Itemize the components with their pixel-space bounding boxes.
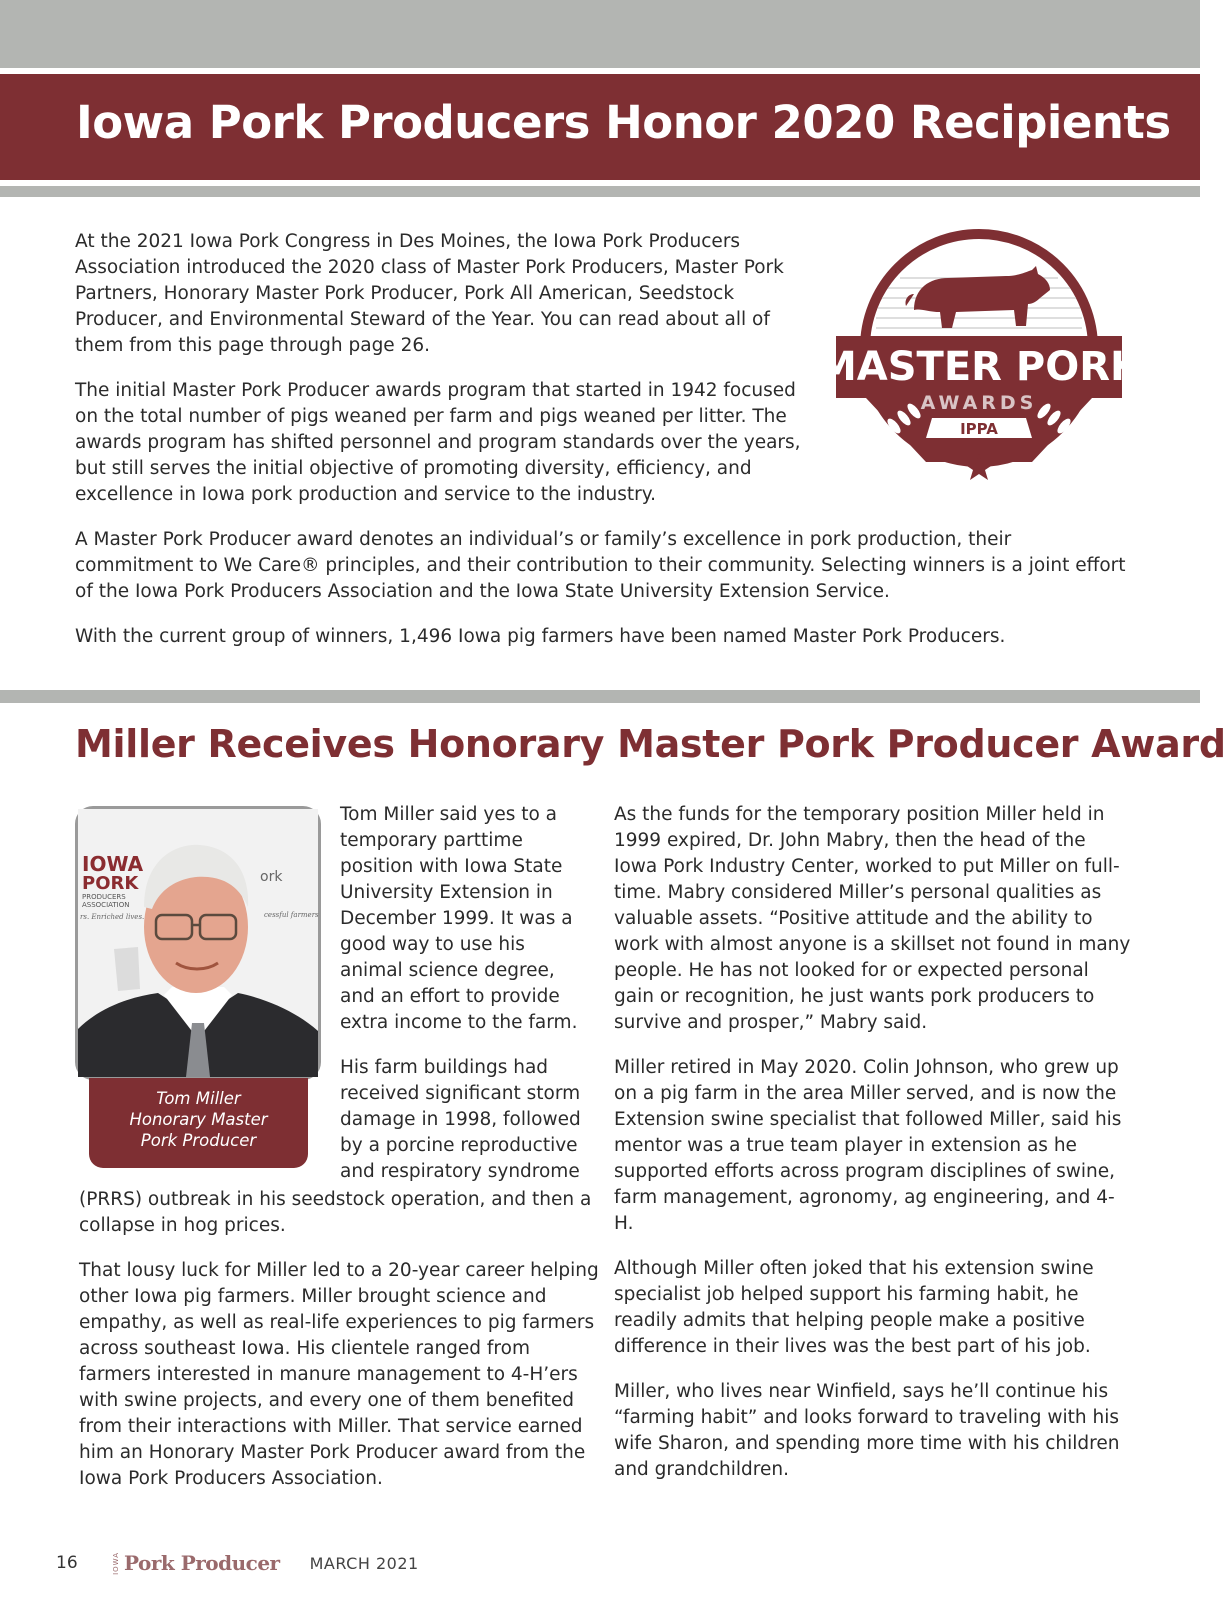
article-paragraph: Although Miller often joked that his extension swine specialist job helped support his farming habit, he readily admits that helping people make a positive difference in their lives was the best part of his job.	[614, 1258, 1094, 1357]
issue-date: MARCH 2021	[309, 1553, 419, 1573]
header-rule	[0, 186, 1200, 197]
article-paragraph: His farm buildings had received significant storm damage in 1998, followed by a porcine reproductive and respiratory syndrome	[340, 1057, 581, 1182]
backdrop-text: ork	[260, 869, 283, 885]
top-gray-band	[0, 0, 1200, 68]
intro-paragraph: The initial Master Pork Producer awards program that started in 1942 focused on the total number of pigs weaned per farm and pigs weaned per litter. The awards program has shifted personnel and program standards over the years, but still serves the initial objective of promoting diversity, efficiency, and excellence in Iowa pork production and service to the industry.	[75, 380, 801, 505]
intro-paragraph: At the 2021 Iowa Pork Congress in Des Moines, the Iowa Pork Producers Association introduced the 2020 class of Master Pork Producers, Master Pork Partners, Honorary Master Pork Producer, Pork All American, Seedstock Producer, and Environmental Steward of the Year. You can read about all of them from this page through page 26.	[75, 231, 784, 356]
page-footer	[56, 1549, 419, 1577]
article-column-1-wrap	[340, 802, 592, 1204]
portrait-photo	[75, 806, 321, 1080]
page-title: Iowa Pork Producers Honor 2020 Recipients	[76, 96, 1171, 149]
master-pork-awards-logo	[816, 226, 1142, 498]
intro-paragraph: With the current group of winners, 1,496 Iowa pig farmers have been named Master Pork Producers.	[75, 626, 1006, 647]
backdrop-text: IOWA	[82, 852, 144, 876]
publication-name: Pork Producer	[124, 1551, 280, 1575]
logo-text-ippa: IPPA	[960, 420, 998, 438]
logo-text-awards: AWARDS	[920, 392, 1038, 414]
backdrop-text: rs. Enriched lives.	[80, 913, 145, 921]
article-paragraph: (PRRS) outbreak in his seedstock operation, and then a collapse in hog prices.	[79, 1189, 592, 1236]
article-title: Miller Receives Honorary Master Pork Producer Award	[75, 722, 1226, 766]
backdrop-text: cessful farmers	[264, 911, 319, 919]
page-number: 16	[56, 1553, 78, 1573]
photo-caption	[89, 1078, 308, 1168]
caption-line: Honorary Master	[129, 1110, 268, 1129]
backdrop-text: ASSOCIATION	[82, 901, 130, 909]
article-paragraph: That lousy luck for Miller led to a 20-year career helping other Iowa pig farmers. Miller brought science and empathy, as well as real-life experiences to pig farmers across southeast Iowa. His clientele ranged from farmers interested in manure management to 4-H’ers with swine projects, and every one of them benefited from their interactions with Miller. That service earned him an Honorary Master Pork Producer award from the Iowa Pork Producers Association.	[79, 1260, 599, 1489]
article-paragraph: As the funds for the temporary position Miller held in 1999 expired, Dr. John Mabry, then the head of the Iowa Pork Industry Center, worked to put Miller on full-time. Mabry considered Miller’s personal qualities as valuable assets. “Positive attitude and the ability to work with almost anyone is a skillset not found in many people. He has not looked for or expected personal gain or recognition, he just wants pork producers to survive and prosper,” Mabry said.	[614, 804, 1131, 1033]
article-paragraph: Miller retired in May 2020. Colin Johnson, who grew up on a pig farm in the area Miller served, and is now the Extension swine specialist that followed Miller, said his mentor was a true team player in extension as he supported efforts across program disciplines of swine, farm management, agronomy, ag engineering, and 4-H.	[614, 1057, 1122, 1234]
backdrop-text: PRODUCERS	[82, 893, 126, 901]
backdrop-text: PORK	[82, 873, 139, 894]
caption-line: Tom Miller	[156, 1089, 241, 1108]
section-divider	[0, 690, 1200, 703]
article-paragraph: Tom Miller said yes to a temporary parttime position with Iowa State University Extension in December 1999. It was a good way to use his animal science degree, and an effort to provide extra income to the farm.	[340, 804, 578, 1033]
article-column-2	[614, 802, 1132, 1502]
article-paragraph: Miller, who lives near Winfield, says he’ll continue his “farming habit” and looks forward to traveling with his wife Sharon, and spending more time with his children and grandchildren.	[614, 1381, 1120, 1480]
logo-text-master-pork: MASTER PORK	[816, 344, 1142, 390]
caption-line: Pork Producer	[140, 1131, 257, 1150]
publication-small-label: IOWA	[112, 1551, 120, 1575]
intro-paragraph: A Master Pork Producer award denotes an individual’s or family’s excellence in pork production, their commitment to We Care® principles, and their contribution to their community. Selecting winners is a joint effort of the Iowa Pork Producers Association and the Iowa State University Extension Service.	[75, 529, 1126, 602]
